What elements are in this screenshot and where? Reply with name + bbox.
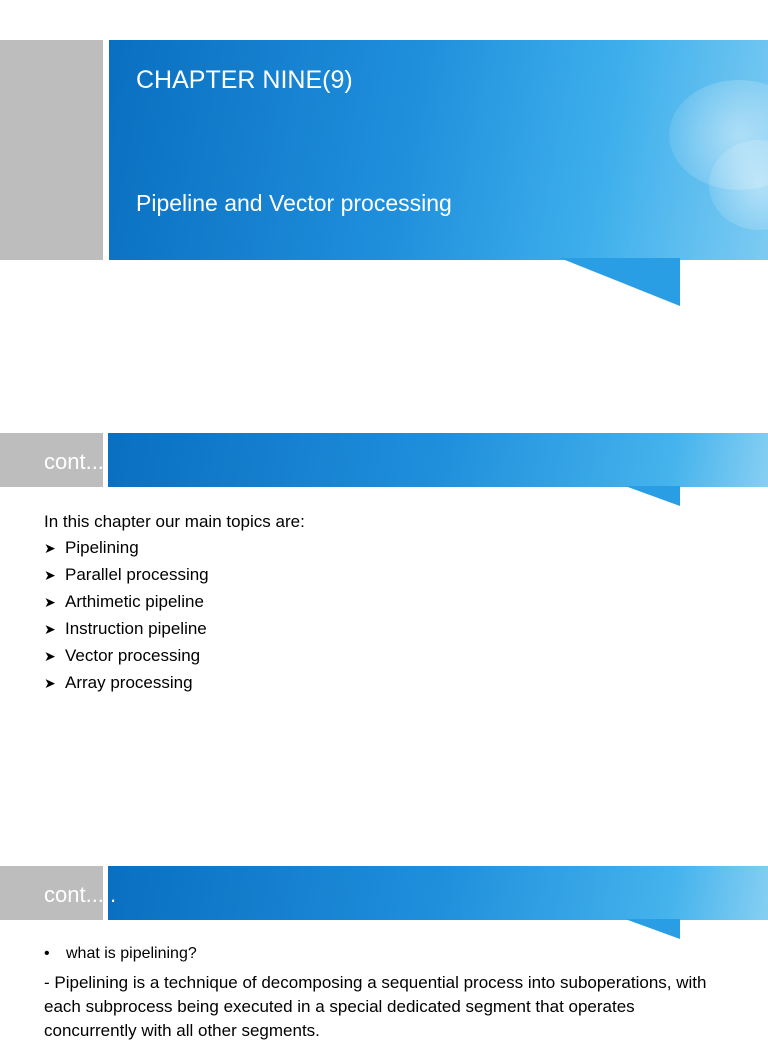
title-slide bbox=[0, 40, 768, 310]
side-gray-panel bbox=[0, 40, 103, 260]
topic-label: Instruction pipeline bbox=[65, 619, 207, 638]
arrowhead-bullet-icon: ➤ bbox=[44, 648, 56, 664]
pipelining-definition: - Pipelining is a technique of decomposing a sequential process into suboperations, with each subprocess being executed in a special dedicated segment that operates concurrently with all other segments. bbox=[44, 973, 707, 1040]
question-bullet bbox=[44, 945, 197, 963]
chapter-subtitle: Pipeline and Vector processing bbox=[136, 190, 452, 216]
slide-header-title: cont..... bbox=[44, 882, 117, 907]
list-item bbox=[44, 591, 209, 618]
list-item bbox=[44, 618, 209, 645]
bullet-dot-icon: • bbox=[44, 945, 50, 962]
topic-label: Arthimetic pipeline bbox=[65, 592, 204, 611]
arrowhead-bullet-icon: ➤ bbox=[44, 567, 56, 583]
topic-label: Pipelining bbox=[65, 538, 139, 557]
topic-label: Array processing bbox=[65, 673, 193, 692]
list-item bbox=[44, 645, 209, 672]
banner-tail bbox=[560, 258, 680, 306]
list-item bbox=[44, 564, 209, 591]
blue-header-banner bbox=[108, 866, 768, 920]
banner-tail bbox=[625, 919, 680, 939]
arrowhead-bullet-icon: ➤ bbox=[44, 540, 56, 556]
topic-label: Vector processing bbox=[65, 646, 201, 665]
slide-header-title: cont... bbox=[44, 449, 104, 474]
list-item bbox=[44, 672, 209, 699]
slide3-header bbox=[0, 866, 768, 946]
blue-header-banner bbox=[108, 433, 768, 487]
arrowhead-bullet-icon: ➤ bbox=[44, 621, 56, 637]
banner-tail bbox=[625, 486, 680, 506]
arrowhead-bullet-icon: ➤ bbox=[44, 594, 56, 610]
topics-list bbox=[44, 537, 209, 699]
topic-label: Parallel processing bbox=[65, 565, 209, 584]
chapter-title: CHAPTER NINE(9) bbox=[136, 66, 353, 94]
list-item bbox=[44, 537, 209, 564]
topics-intro: In this chapter our main topics are: bbox=[44, 512, 305, 531]
slide2-header bbox=[0, 433, 768, 513]
arrowhead-bullet-icon: ➤ bbox=[44, 675, 56, 691]
question-text: what is pipelining? bbox=[66, 945, 197, 962]
